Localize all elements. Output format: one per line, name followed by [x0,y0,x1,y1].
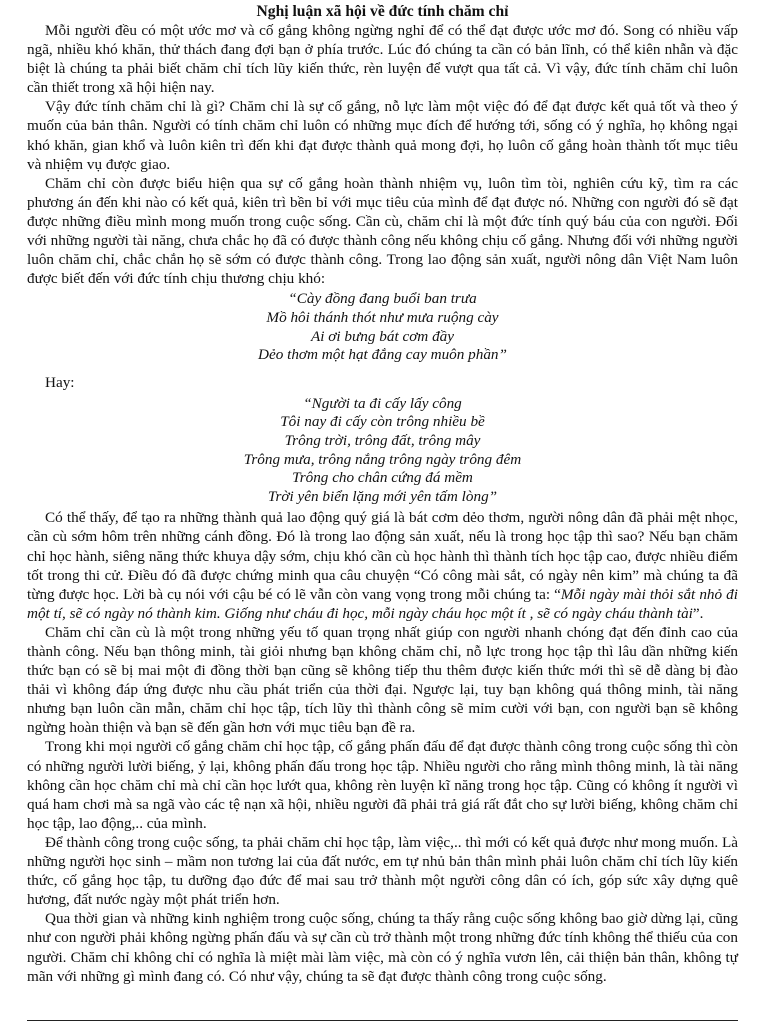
poem-2-line: Trông mưa, trông nắng trông ngày trông đêm [243,450,522,468]
paragraph-intro-2: Vậy đức tính chăm chỉ là gì? Chăm chỉ là sự cố gắng, nỗ lực làm một việc đó để đạt được kết quả tốt và theo ý muốn của bản thân. Người có tính chăm chỉ luôn có những mục đích để hướng tới, sống có ý nghĩa, họ không ngại khó khăn, gian khổ và luôn kiên trì đến khi đạt được thành quả mong đợi, họ luôn cố gắng hoàn thành tốt mục tiêu và nhiệm vụ được giao. [27,98,738,173]
poem-2-line: Trời yên biển lặng mới yên tấm lòng” [267,487,498,505]
poem-2-line: Trông cho chân cứng đá mềm [292,469,473,487]
poem-2-line: Tôi nay đi cấy còn trông nhiều bề [280,413,485,431]
poem-1 [27,290,738,364]
poem-1-line: Dẻo thơm một hạt đắng cay muôn phần” [258,346,507,364]
paragraph-after-poem [27,508,738,623]
poem-2-line: Trông trời, trông đất, trông mây [284,431,481,449]
paragraph-outro-4: Qua thời gian và những kinh nghiệm trong cuộc sống, chúng ta thấy rằng cuộc sống không bao giờ dừng lại, cũng như con người phải không ngừng phấn đấu và sự cần cù trở thành một trong những đức tính không thể thiếu của con người. Chăm chỉ không chỉ có nghĩa là miệt mài làm việc, mà còn có ý nghĩa vươn lên, cải thiện bản thân, không tự mãn với những gì mình đang có. Có như vậy, chúng ta sẽ đạt được thành công trong cuộc sống. [27,910,738,985]
poem-1-line: Mồ hôi thánh thót như mưa ruộng cày [266,308,499,326]
paragraph-intro-1: Mỗi người đều có một ước mơ và cố gắng không ngừng nghỉ để có thể đạt được ước mơ đó. Song có nhiều vấp ngã, nhiều khó khăn, thử thách đang đợi bạn ở phía trước. Lúc đó chúng ta cần có bản lĩnh, có thể kiên nhẫn và đặc biệt là chúng ta phải biết chăm chỉ tích lũy kiến thức, rèn luyện để vượt qua tất cả. Vì vậy, đức tính chăm chỉ luôn cần thiết trong xã hội hiện nay. [27,22,738,97]
paragraph-after-poem-end: ”. [692,604,704,622]
quote-italic: Mỗi ngày mài thỏi sắt nhỏ đi một tí, sẽ có ngày nó thành kim. Giống như cháu đi học, mỗi ngày cháu học một ít , sẽ có ngày cháu thành tài [27,585,738,622]
poem-2 [27,395,738,507]
poem-1-line: Ai ơi bưng bát cơm đầy [310,327,455,345]
poem-2-line: “Người ta đi cấy lấy công [303,394,462,412]
hay-label: Hay: [45,373,75,391]
page-title: Nghị luận xã hội về đức tính chăm chỉ [256,3,509,20]
paragraph-intro-3: Chăm chỉ còn được biểu hiện qua sự cố gắng hoàn thành nhiệm vụ, luôn tìm tòi, nghiên cứu kỹ, tìm ra các phương án đến khi nào có kết quả, kiên trì bền bỉ với mục tiêu của mình để đạt được nó. Những con người đó sẽ đạt được những điều mình mong muốn trong cuộc sống. Cần cù, chăm chỉ là một đức tính quý báu của con người. Đối với những người tài năng, chưa chắc họ đã có được thành công nếu không chịu cố gắng. Nhưng đối với những người luôn chăm chỉ, chắc chắn họ sẽ sớm có được thành công. Trong lao động sản xuất, người nông dân Việt Nam luôn được biết đến với đức tính chịu thương chịu khó: [27,174,738,288]
paragraph-outro-2: Trong khi mọi người cố gắng chăm chỉ học tập, cố gắng phấn đấu để đạt được thành công trong cuộc sống thì còn có những người lười biếng, ỷ lại, không phấn đấu trong học tập. Nhiều người cho rằng mình thông minh, là tài năng không cần học chăm chỉ mà chỉ cần học lướt qua, không rèn luyện kĩ năng trong học tập. Cũng có không ít người vì quá ham chơi mà sa ngã vào các tệ nạn xã hội, nhiều người đã phải trả giá rất đắt cho sự lười biếng, không chăm chỉ học tập, lao động,.. của mình. [27,738,738,832]
paragraph-after-poem-text: Có thể thấy, để tạo ra những thành quả lao động quý giá là bát cơm dẻo thơm, người nông dân đã phải mệt nhọc, cần cù sớm hôm trên những cánh đồng. Đó là trong lao động sản xuất, nếu là trong học tập thì sao? Nếu bạn chăm chỉ học hành, siêng năng thức khuya dậy sớm, chịu khó cần cù học hành thì thành tích học tập cao, được nhiều điểm tốt trong thi cử. Điều đó đã được chứng minh qua câu chuyện “Có công mài sắt, có ngày nên kim” mà chúng ta đã từng được học. Lời bà cụ nói với cậu bé có lẽ vẫn còn vang vọng trong mỗi chúng ta: “ [27,509,738,603]
bottom-divider [27,1020,738,1021]
poem-1-line: “Cày đồng đang buổi ban trưa [288,290,477,308]
paragraph-outro-1: Chăm chỉ cần cù là một trong những yếu tố quan trọng nhất giúp con người nhanh chóng đạt đến đỉnh cao của thành công. Nếu bạn thông minh, tài giỏi nhưng bạn không chăm chỉ, nỗ lực trong học tập thì lâu dần những kiến thức bạn có sẽ bị mai một đi đồng thời bạn cũng sẽ không tiếp thu thêm được kiến thức mới thì sẽ dễ dàng bị đào thải vì không đáp ứng được nhu cầu phát triển của thời đại. Ngược lại, tuy bạn không quá thông minh, tài năng nhưng bạn luôn cần mẫn, chăm chỉ học tập, tích lũy thì thành công sẽ mỉm cười với bạn, con người bạn sẽ không ngừng hoàn thiện và bạn sẽ đến gần hơn với mục tiêu bạn đề ra. [27,623,738,737]
paragraph-outro-3: Để thành công trong cuộc sống, ta phải chăm chỉ học tập, làm việc,.. thì mới có kết quả được như mong muốn. Là những người học sinh – mầm non tương lai của đất nước, em tự nhủ bản thân mình phải luôn chăm chỉ tích lũy kiến thức, cố gắng học tập, tu dưỡng đạo đức để mai sau trở thành một người công dân có ích, góp sức xây dựng quê hương, đất nước ngày một phát triển hơn. [27,833,738,909]
